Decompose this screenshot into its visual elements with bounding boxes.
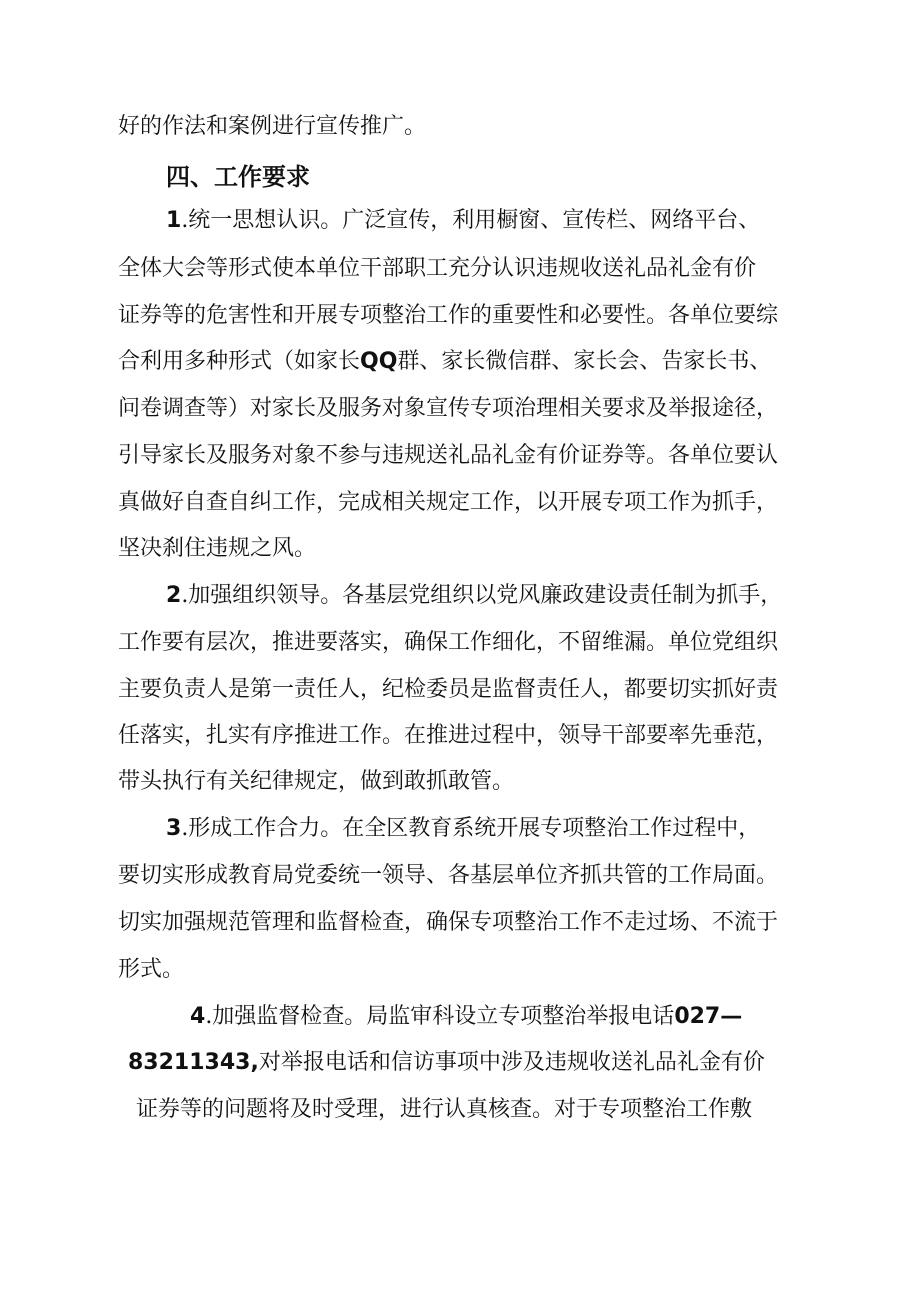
section-heading xyxy=(166,162,310,192)
item2-text-1: .加强组织领导。各基层党组织以党风廉政建设责任制为抓手， xyxy=(181,583,783,608)
item1-line7 xyxy=(118,488,778,518)
item2-line5 xyxy=(118,767,514,797)
item1-line2 xyxy=(118,254,756,284)
item1-text-5: 问卷调查等）对家长及服务对象宣传专项治理相关要求及举报途径， xyxy=(118,396,779,421)
section-heading-text: 四、工作要求 xyxy=(166,163,310,191)
item3-text-2: 要切实形成教育局党委统一领导、各基层单位齐抓共管的工作局面。 xyxy=(118,863,779,888)
item4-line2 xyxy=(128,1048,765,1078)
item2-text-2: 工作要有层次，推进要落实，确保工作细化，不留维漏。单位党组织 xyxy=(118,630,779,655)
item4-text-3: 证券等的问题将及时受理，进行认真核查。对于专项整治工作敷 xyxy=(136,1097,753,1122)
item2-number: 2 xyxy=(166,583,182,608)
item4-line1 xyxy=(190,1002,742,1032)
item3-text-1: .形成工作合力。在全区教育系统开展专项整治工作过程中， xyxy=(181,816,761,841)
item4-text-1b: 027— xyxy=(674,1004,743,1029)
item1-line4 xyxy=(118,347,771,377)
item3-text-3: 切实加强规范管理和监督检查，确保专项整治工作不走过场、不流于 xyxy=(118,910,779,935)
item4-number: 4 xyxy=(190,1004,206,1029)
item3-line1 xyxy=(166,814,760,844)
item1-text-4c: 群、家长微信群、家长会、告家长书、 xyxy=(397,349,772,374)
intro-line xyxy=(118,112,426,142)
item2-line1 xyxy=(166,581,782,611)
item2-line3 xyxy=(118,675,778,705)
item1-line6 xyxy=(118,441,778,471)
item4-text-2b: 对举报电话和信访事项中涉及违规收送礼品礼金有价 xyxy=(258,1050,765,1075)
item1-text-4a: 合利用多种形式（如家长 xyxy=(118,349,361,374)
item3-text-4: 形式。 xyxy=(118,957,185,982)
item1-line3 xyxy=(118,301,778,331)
item1-text-7: 真做好自查自纠工作，完成相关规定工作，以开展专项工作为抓手， xyxy=(118,490,779,515)
item1-text-3: 证券等的危害性和开展专项整治工作的重要性和必要性。各单位要综 xyxy=(118,303,779,328)
item1-number: 1 xyxy=(166,208,182,233)
item4-text-2a: 83211343, xyxy=(128,1050,259,1075)
item1-line5 xyxy=(118,394,778,424)
item4-line3 xyxy=(136,1095,752,1125)
item3-number: 3 xyxy=(166,816,182,841)
item1-line1 xyxy=(166,206,760,236)
item3-line4 xyxy=(118,955,184,985)
item4-text-1a: .加强监督检查。局监审科设立专项整治举报电话 xyxy=(205,1004,675,1029)
item1-text-8: 坚决刹住违规之风。 xyxy=(118,536,317,561)
item2-line4 xyxy=(118,721,778,751)
item2-text-4: 任落实，扎实有序推进工作。在推进过程中，领导干部要率先垂范， xyxy=(118,723,779,748)
item1-text-4b: QQ xyxy=(360,349,398,374)
intro-text: 好的作法和案例进行宣传推广。 xyxy=(118,114,427,139)
item3-line2 xyxy=(118,861,778,891)
item1-line8 xyxy=(118,534,316,564)
item3-line3 xyxy=(118,908,778,938)
item2-text-5: 带头执行有关纪律规定，做到敢抓敢管。 xyxy=(118,769,515,794)
item1-text-2: 全体大会等形式使本单位干部职工充分认识违规收送礼品礼金有价 xyxy=(118,256,757,281)
item1-text-1: .统一思想认识。广泛宣传，利用橱窗、宣传栏、网络平台、 xyxy=(181,208,761,233)
item2-line2 xyxy=(118,628,778,658)
item1-text-6: 引导家长及服务对象不参与违规送礼品礼金有价证券等。各单位要认 xyxy=(118,443,779,468)
item2-text-3: 主要负责人是第一责任人，纪检委员是监督责任人，都要切实抓好责 xyxy=(118,677,779,702)
